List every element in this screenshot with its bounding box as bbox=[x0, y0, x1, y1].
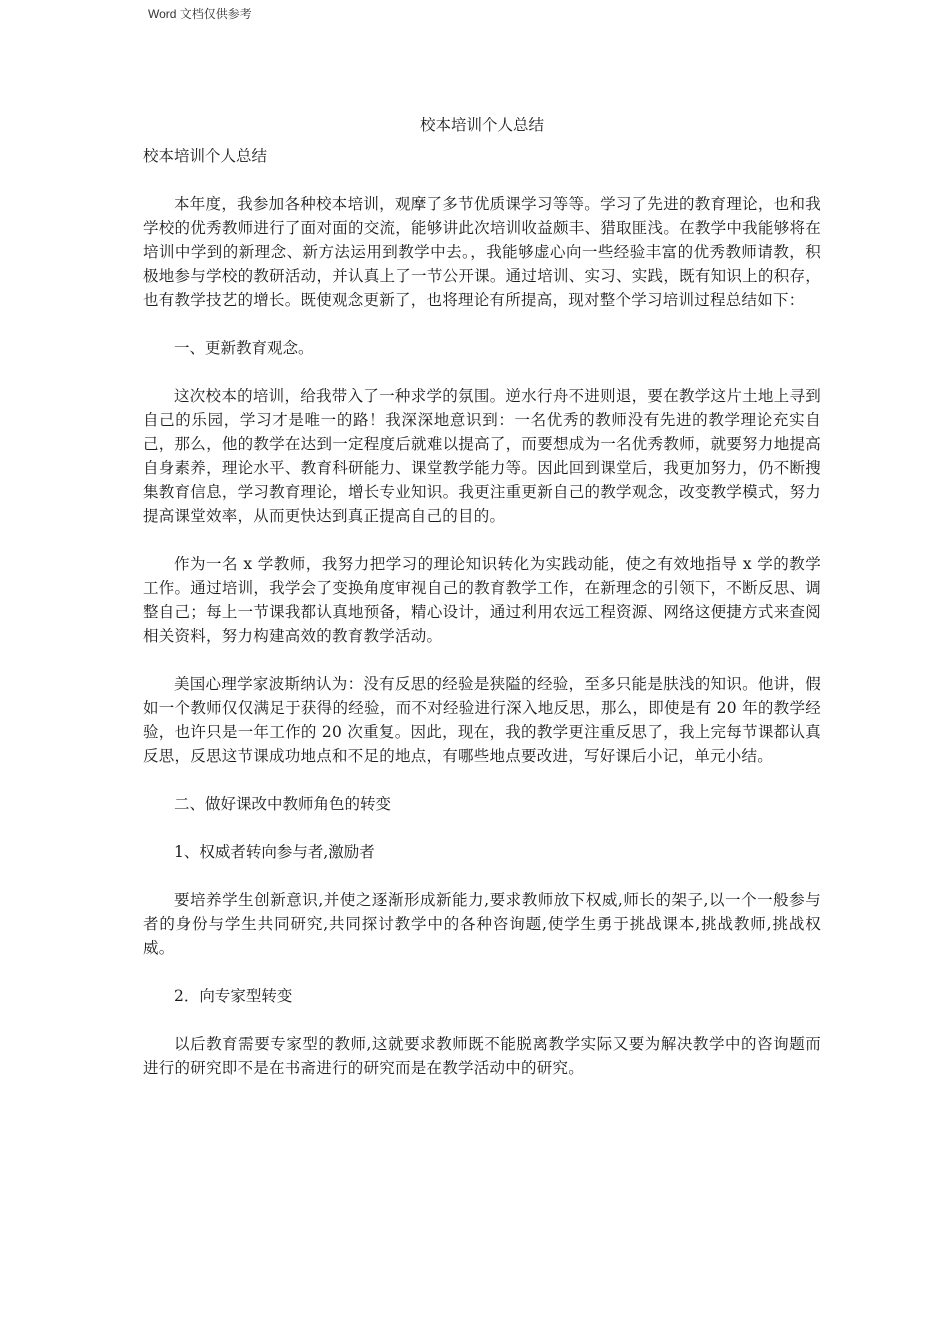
section-heading-1: 一、更新教育观念。 bbox=[174, 339, 314, 357]
paragraph-subsection-1: 要培养学生创新意识,并使之逐渐形成新能力,要求教师放下权威,师长的架子,以一个一般参与者的身份与学生共同研究,共同探讨教学中的各种咨询题,使学生勇于挑战课本,挑战教师,挑战权威。 bbox=[143, 891, 821, 957]
paragraph-section-1-a: 这次校本的培训，给我带入了一种求学的氛围。逆水行舟不进则退，要在教学这片土地上寻到自己的乐园，学习才是唯一的路！我深深地意识到：一名优秀的教师没有先进的教学理论充实自己，那么，他的教学在达到一定程度后就难以提高了，而要想成为一名优秀教师，就要努力地提高自身素养，理论水平、教育科研能力、课堂教学能力等。因此回到课堂后，我更加努力，仍不断搜集教育信息，学习教育理论，增长专业知识。我更注重更新自己的教学观念，改变教学模式，努力提高课堂效率，从而更快达到真正提高自己的目的。 bbox=[143, 387, 821, 525]
header-note: Word 文档仅供参考 bbox=[148, 7, 252, 21]
section-heading-2: 二、做好课改中教师角色的转变 bbox=[174, 795, 392, 813]
document-subtitle: 校本培训个人总结 bbox=[143, 147, 268, 165]
paragraph-intro: 本年度，我参加各种校本培训，观摩了多节优质课学习等等。学习了先进的教育理论，也和我学校的优秀教师进行了面对面的交流，能够讲此次培训收益颇丰、猎取匪浅。在教学中我能够将在培训中学到的新理念、新方法运用到教学中去。，我能够虚心向一些经验丰富的优秀教师请教，积极地参与学校的教研活动，并认真上了一节公开课。通过培训、实习、实践，既有知识上的积存，也有教学技艺的增长。既使观念更新了，也将理论有所提高，现对整个学习培训过程总结如下： bbox=[143, 195, 821, 309]
paragraph-section-1-c: 美国心理学家波斯纳认为：没有反思的经验是狭隘的经验，至多只能是肤浅的知识。他讲，假如一个教师仅仅满足于获得的经验，而不对经验进行深入地反思，那么，即使是有 20 年的教学经验，也许只是一年工作的 20 次重复。因此，现在，我的教学更注重反思了，我上完每节课都认真反思，反思这节课成功地点和不足的地点，有哪些地点要改进，写好课后小记，单元小结。 bbox=[143, 675, 821, 765]
subsection-heading-2: 2．向专家型转变 bbox=[174, 987, 293, 1005]
paragraph-section-1-b: 作为一名 x 学教师，我努力把学习的理论知识转化为实践动能，使之有效地指导 x 学的教学工作。通过培训，我学会了变换角度审视自己的教育教学工作，在新理念的引领下，不断反思、调整自己；每上一节课我都认真地预备，精心设计，通过利用农远工程资源、网络这便捷方式来查阅相关资料，努力构建高效的教育教学活动。 bbox=[143, 555, 821, 645]
subsection-heading-1: 1、权威者转向参与者,激励者 bbox=[174, 843, 375, 861]
paragraph-subsection-2: 以后教育需要专家型的教师,这就要求教师既不能脱离教学实际又要为解决教学中的咨询题而进行的研究即不是在书斋进行的研究而是在教学活动中的研究。 bbox=[143, 1035, 821, 1077]
document-body bbox=[143, 113, 821, 1104]
document-title: 校本培训个人总结 bbox=[419, 116, 544, 134]
